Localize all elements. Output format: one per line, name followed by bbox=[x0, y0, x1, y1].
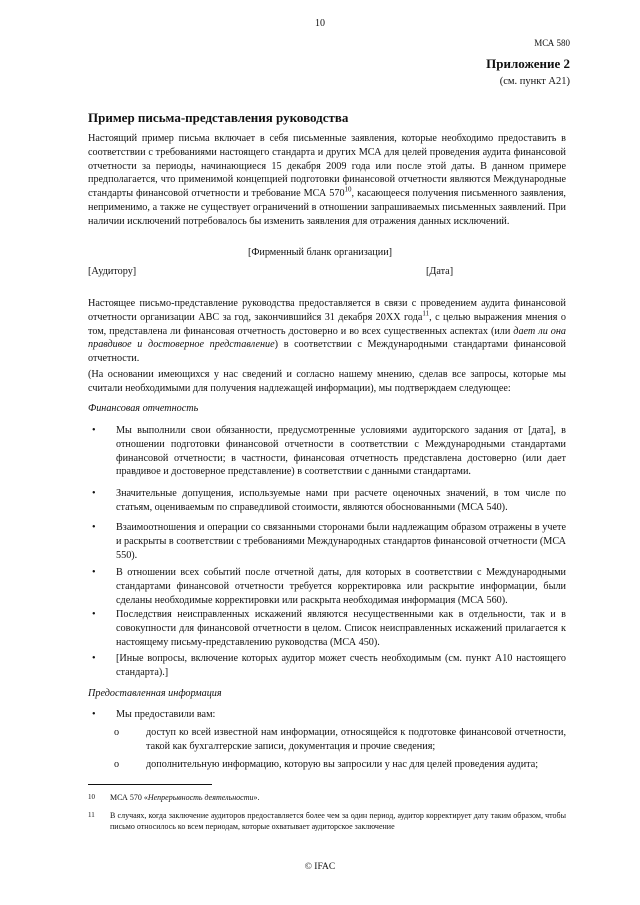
list-item bbox=[88, 424, 566, 479]
sub-list-item-text: доступ ко всей известной нам информации, относящейся к подготовке финансовой отчетности, такой как бухгалтерские записи, документация и прочие сведения; bbox=[146, 727, 566, 752]
footnote-10 bbox=[88, 792, 566, 803]
intro-text-1: Настоящий пример письма включает в себя письменные заявления, которые необходимо предоставить в соответствии с требованиями настоящего стандарта и других МСА для целей проведения аудита финансовой отчетности за периоды, начинающиеся 15 декабря 2009 года или после этой даты. В данном примере предполагается, что применимой концепцией подготовки финансовой отчетности являются Международные стандарты финансовой отчетности и требование МСА 570 bbox=[88, 133, 566, 200]
copyright-notice: © IFAC bbox=[304, 862, 336, 872]
footnote-divider bbox=[88, 784, 212, 785]
section-title: Пример письма-представления руководства bbox=[88, 110, 349, 125]
purpose-text-2: , с целью выражения мнения о том, представлена ли финансовая отчетность достоверно и во всех существенных аспектах (или bbox=[88, 311, 566, 337]
sub-list-item bbox=[114, 726, 566, 754]
footnote-ref-10: 10 bbox=[344, 185, 352, 194]
section-financial-statements: Финансовая отчетность bbox=[88, 403, 199, 414]
footnote-text: В случаях, когда заключение аудиторов предоставляется более чем за один период, аудитор корректирует дату таким образом, чтобы письмо относилось ко всем периодам, которые охватывает аудиторское заключение bbox=[110, 811, 566, 831]
sub-bullet-icon: o bbox=[114, 727, 120, 738]
purpose-text-1: Настоящее письмо-представление руководства предоставляется в связи с проведением аудита финансовой отчетности организации АВС за год, закончившийся 31 декабря 20ХХ года bbox=[88, 298, 566, 323]
footnote-11 bbox=[88, 810, 566, 832]
list-item bbox=[88, 521, 566, 562]
footnote-ref-11: 11 bbox=[422, 309, 430, 318]
bullet-icon: • bbox=[92, 488, 96, 499]
bullet-icon: • bbox=[92, 709, 96, 720]
list-item-text: Значительные допущения, используемые нами при расчете оценочных значений, в том числе по статьям, оцениваемым по справедливой стоимости, являются обоснованными (МСА 540). bbox=[116, 488, 566, 513]
footnote-text-end: ». bbox=[253, 793, 260, 802]
purpose-text-italic: дает ли она правдивое и достоверное представление bbox=[88, 325, 566, 351]
list-item-text: Мы предоставили вам: bbox=[116, 709, 216, 720]
footnote-number: 10 bbox=[88, 793, 95, 801]
footnote-text bbox=[110, 792, 566, 803]
intro-text-2: , касающееся получения письменного заявления, неприменимо, а также не существует ограничений в отношении запрашиваемых письменных заявлений. При наличии исключений потребовалось бы изменить заявления для отражения данных исключений. bbox=[88, 188, 566, 227]
confirmation-paragraph: (На основании имеющихся у нас сведений и согласно нашему мнению, сделав все запросы, которые мы считали необходимыми для получения надлежащей информации), мы подтверждаем следующее: bbox=[88, 369, 566, 394]
list-item-text: В отношении всех событий после отчетной даты, для которых в соответствии с Международными стандартами финансовой отчетности требуется корректировка или раскрытие информации, были сделаны необходимые корректировки или раскрыта необходимая информация (МСА 560). bbox=[116, 567, 566, 606]
bullet-icon: • bbox=[92, 522, 96, 533]
bullet-icon: • bbox=[92, 609, 96, 620]
sub-list-item-text: дополнительную информацию, которую вы запросили у нас для целей проведения аудита; bbox=[146, 759, 539, 770]
letterhead-placeholder: [Фирменный бланк организации] bbox=[247, 247, 393, 258]
bullet-icon: • bbox=[92, 567, 96, 578]
intro-paragraph bbox=[88, 132, 566, 229]
list-item-text: Мы выполнили свои обязанности, предусмотренные условиями аудиторского задания от [дата], в отношении подготовки финансовой отчетности в соответствии с Международными стандартами финансовой отчетности; в частности, финансовая отчетность представлена достоверно (или дает правдивое и достоверное представление) в соответствии с данными стандартами. bbox=[116, 425, 566, 478]
section-provided-information: Предоставленная информация bbox=[88, 688, 222, 699]
addressee-placeholder: [Аудитору] bbox=[88, 266, 137, 277]
header-standard-code: МСА 580 bbox=[534, 38, 570, 48]
footnote-text-italic: Непрерывность деятельности bbox=[147, 793, 254, 802]
bullet-icon: • bbox=[92, 653, 96, 664]
list-item bbox=[88, 608, 566, 649]
purpose-text-3: ) в соответствии с Международными стандартами финансовой отчетности. bbox=[88, 339, 566, 365]
footnote-number: 11 bbox=[88, 811, 95, 819]
list-item-text: Взаимоотношения и операции со связанными сторонами были надлежащим образом отражены в учете и раскрыты в соответствии с требованиями Международных стандартов финансовой отчетности (МСА 550). bbox=[116, 522, 566, 561]
purpose-paragraph bbox=[88, 297, 566, 366]
sub-bullet-icon: o bbox=[114, 759, 120, 770]
list-item bbox=[88, 708, 566, 722]
bullet-icon: • bbox=[92, 425, 96, 436]
appendix-reference: (см. пункт А21) bbox=[499, 76, 570, 87]
appendix-title: Приложение 2 bbox=[486, 56, 570, 71]
list-item bbox=[88, 566, 566, 607]
sub-list-item bbox=[114, 758, 566, 772]
list-item bbox=[88, 487, 566, 515]
list-item bbox=[88, 652, 566, 680]
footnote-text-plain: МСА 570 « bbox=[110, 793, 148, 802]
list-item-text: Последствия неисправленных искажений являются несущественными как в отдельности, так и в совокупности для финансовой отчетности в целом. Список неисправленных искажений прилагается к настоящему письму-представлению руководства (МСА 450). bbox=[116, 609, 566, 648]
date-placeholder: [Дата] bbox=[426, 266, 454, 277]
page-number: 10 bbox=[315, 18, 325, 29]
list-item-text: [Иные вопросы, включение которых аудитор может счесть необходимым (см. пункт А10 настоящего стандарта).] bbox=[116, 653, 566, 678]
